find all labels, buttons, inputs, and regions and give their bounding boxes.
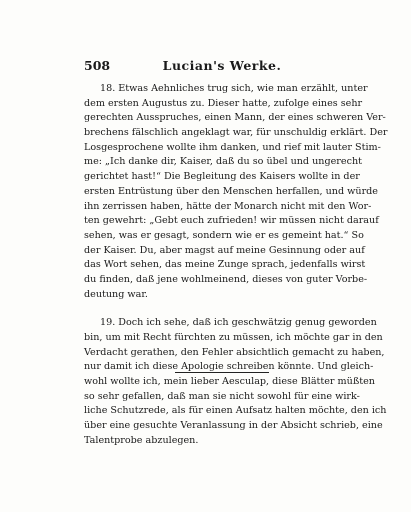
text-line: dem ersten Augustus zu. Dieser hatte, zufolge eines sehr [84, 97, 363, 109]
text-line: gerechten Ausspruches, einen Mann, der eines schweren Ver- [84, 112, 386, 124]
text-line: deutung war. [84, 288, 148, 300]
text-line: das Wort sehen, das meine Zunge sprach, jedenfalls wirst [84, 259, 366, 271]
section-end-rule [175, 372, 269, 373]
text-line: brechens fälschlich angeklagt war, für unschuldig erklärt. Der [84, 127, 388, 139]
text-line: liche Schutzrede, als für einen Aufsatz halten möchte, den ich [84, 405, 387, 417]
text-line: über eine gesuchte Veranlassung in der Absicht schrieb, eine [84, 420, 383, 432]
text-line: sehen, was er gesagt, sondern wie er es gemeint hat.“ So [84, 229, 364, 241]
paragraph-19 [84, 316, 387, 448]
text-line: der Kaiser. Du, aber magst auf meine Gesinnung oder auf [84, 244, 365, 256]
body-text [84, 82, 388, 449]
running-head: Lucian's Werke. [162, 58, 282, 73]
page-number: 508 [84, 58, 111, 73]
text-line: ersten Entrüstung über den Menschen herfallen, und würde [84, 185, 378, 197]
text-line: Losgesprochene wollte ihm danken, und rief mit lauter Stim- [84, 141, 381, 153]
paragraph-gap [84, 302, 362, 316]
text-line: Verdacht gerathen, den Fehler absichtlich gemacht zu haben, [84, 346, 385, 358]
text-line: nur damit ich diese Apologie schreiben könnte. Und gleich- [84, 361, 374, 373]
text-line: 18. Etwas Aehnliches trug sich, wie man erzählt, unter [100, 83, 368, 94]
text-line: gerichtet hast!“ Die Begleitung des Kaisers wollte in der [84, 171, 360, 183]
text-line: 19. Doch ich sehe, daß ich geschwätzig genug geworden [100, 317, 377, 329]
text-line: me: „Ich danke dir, Kaiser, daß du so übel und ungerecht [84, 156, 362, 168]
text-line: Talentprobe abzulegen. [84, 434, 199, 446]
paragraph-18 [84, 82, 388, 302]
page-header [84, 58, 360, 74]
text-line: ten gewehrt: „Gebt euch zufrieden! wir müssen nicht darauf [84, 215, 379, 227]
text-line: wohl wollte ich, mein lieber Aesculap, diese Blätter müßten [84, 376, 375, 388]
text-line: ihn zerrissen haben, hätte der Monarch nicht mit den Wor- [84, 200, 372, 212]
text-line: so sehr gefallen, daß man sie nicht sowohl für eine wirk- [84, 390, 360, 402]
text-line: du finden, daß jene wohlmeinend, dieses von guter Vorbe- [84, 273, 368, 285]
text-line: bin, um mit Recht fürchten zu müssen, ich möchte gar in den [84, 332, 383, 343]
